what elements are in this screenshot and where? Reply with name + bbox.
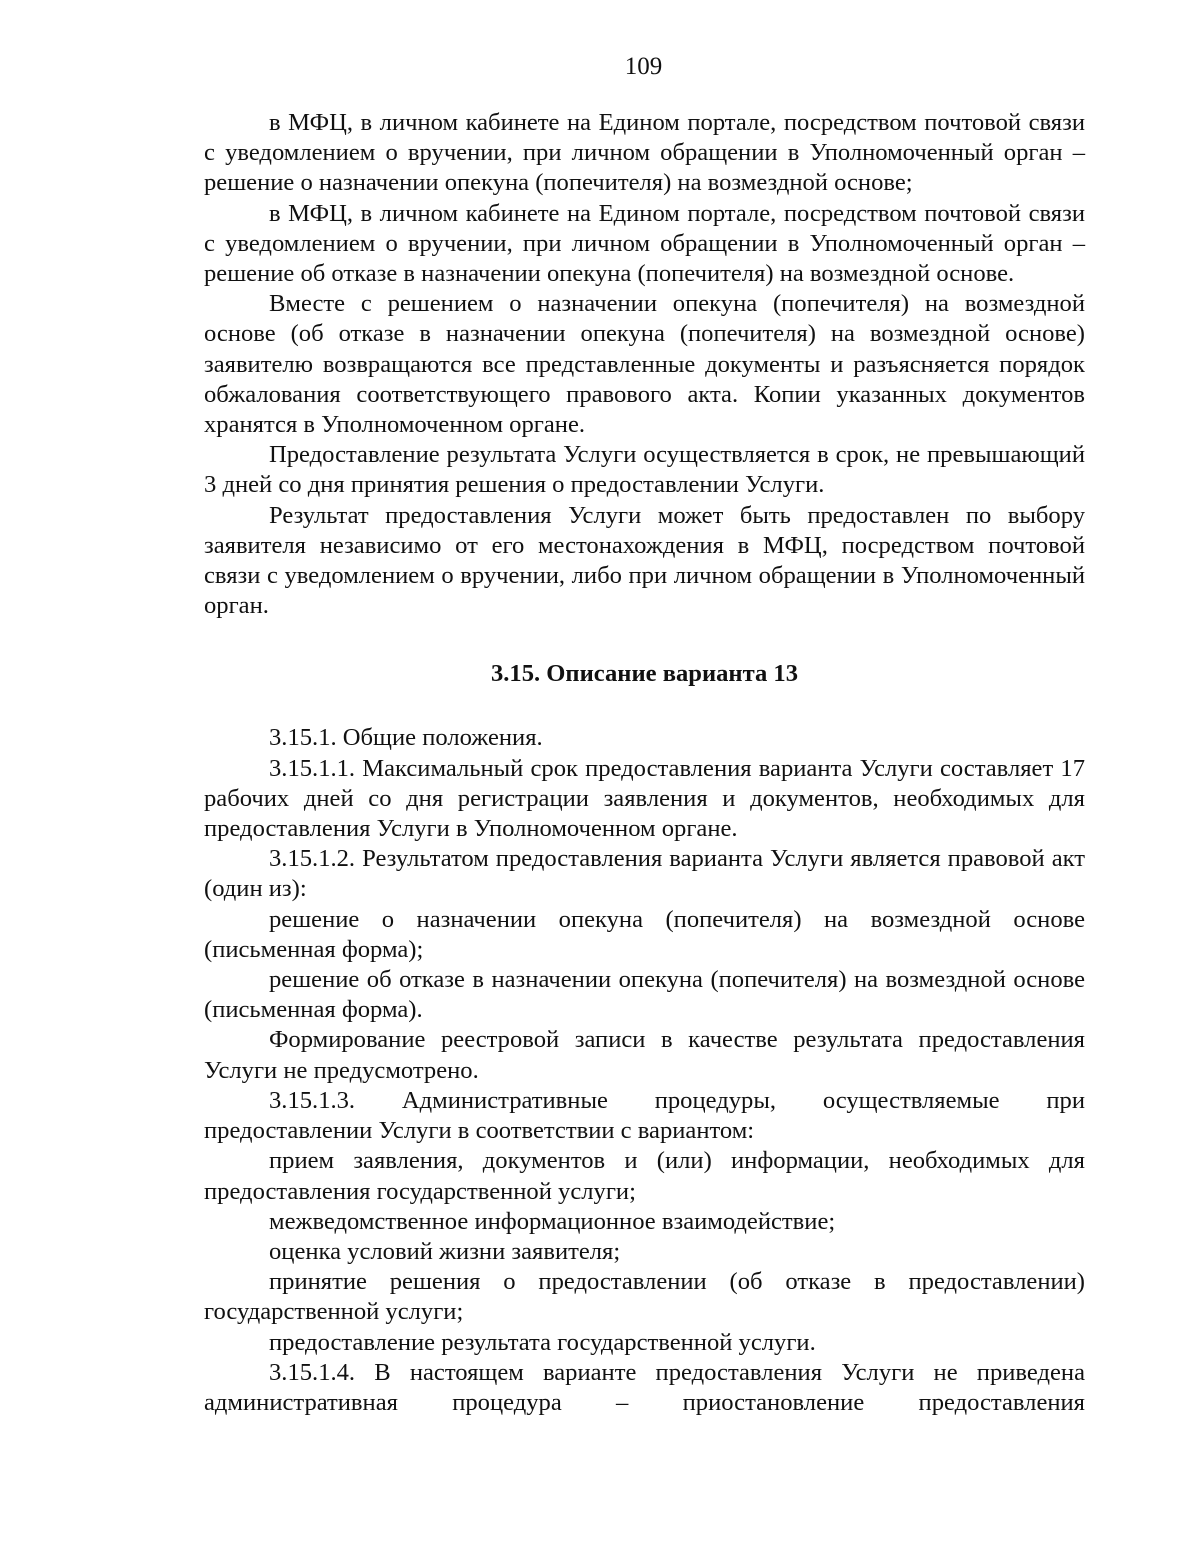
paragraph: Результат предоставления Услуги может быть предоставлен по выбору заявителя независимо от его местонахождения в МФЦ, посредством почтовой связи с уведомлением о вручении, либо при личном обращении в Уполномоченный орган.	[204, 501, 1085, 620]
paragraph: в МФЦ, в личном кабинете на Едином портале, посредством почтовой связи с уведомлением о вручении, при личном обращении в Уполномоченный орган – решение о назначении опекуна (попечителя) на возмездной основе;	[204, 109, 1085, 197]
paragraph: 3.15.1.2. Результатом предоставления варианта Услуги является правовой акт (один из):	[204, 845, 1085, 903]
section-heading: 3.15. Описание варианта 13	[490, 660, 799, 688]
list-item: прием заявления, документов и (или) информации, необходимых для предоставления государственной услуги;	[204, 1147, 1085, 1205]
list-item: межведомственное информационное взаимодействие;	[269, 1207, 836, 1235]
paragraph: 3.15.1. Общие положения.	[269, 724, 543, 752]
paragraph: 3.15.1.3. Административные процедуры, осуществляемые при предоставлении Услуги в соответствии с вариантом:	[204, 1086, 1085, 1145]
paragraph: в МФЦ, в личном кабинете на Едином портале, посредством почтовой связи с уведомлением о вручении, при личном обращении в Уполномоченный орган – решение об отказе в назначении опекуна (попечителя) на возмездной основе.	[204, 199, 1085, 288]
page-number: 109	[624, 53, 663, 80]
document-body	[204, 108, 1085, 1418]
paragraph: 3.15.1.4. В настоящем варианте предоставления Услуги не приведена административная процедура – приостановление предоставления	[204, 1358, 1085, 1416]
list-item: оценка условий жизни заявителя;	[269, 1237, 621, 1265]
paragraph: Предоставление результата Услуги осуществляется в срок, не превышающий 3 дней со дня принятия решения о предоставлении Услуги.	[204, 441, 1085, 499]
paragraph: 3.15.1.1. Максимальный срок предоставления варианта Услуги составляет 17 рабочих дней со дня регистрации заявления и документов, необходимых для предоставления Услуги в Уполномоченном органе.	[204, 754, 1085, 843]
list-item: решение о назначении опекуна (попечителя) на возмездной основе (письменная форма);	[204, 905, 1085, 963]
paragraph: Формирование реестровой записи в качестве результата предоставления Услуги не предусмотрено.	[204, 1026, 1085, 1084]
list-item: предоставление результата государственной услуги.	[269, 1328, 816, 1356]
list-item: принятие решения о предоставлении (об отказе в предоставлении) государственной услуги;	[204, 1268, 1085, 1326]
paragraph: Вместе с решением о назначении опекуна (попечителя) на возмездной основе (об отказе в назначении опекуна (попечителя) на возмездной основе) заявителю возвращаются все представленные документы и разъясняется порядок обжалования соответствующего правового акта. Копии указанных документов хранятся в Уполномоченном органе.	[204, 290, 1085, 439]
list-item: решение об отказе в назначении опекуна (попечителя) на возмездной основе (письменная форма).	[204, 966, 1085, 1024]
